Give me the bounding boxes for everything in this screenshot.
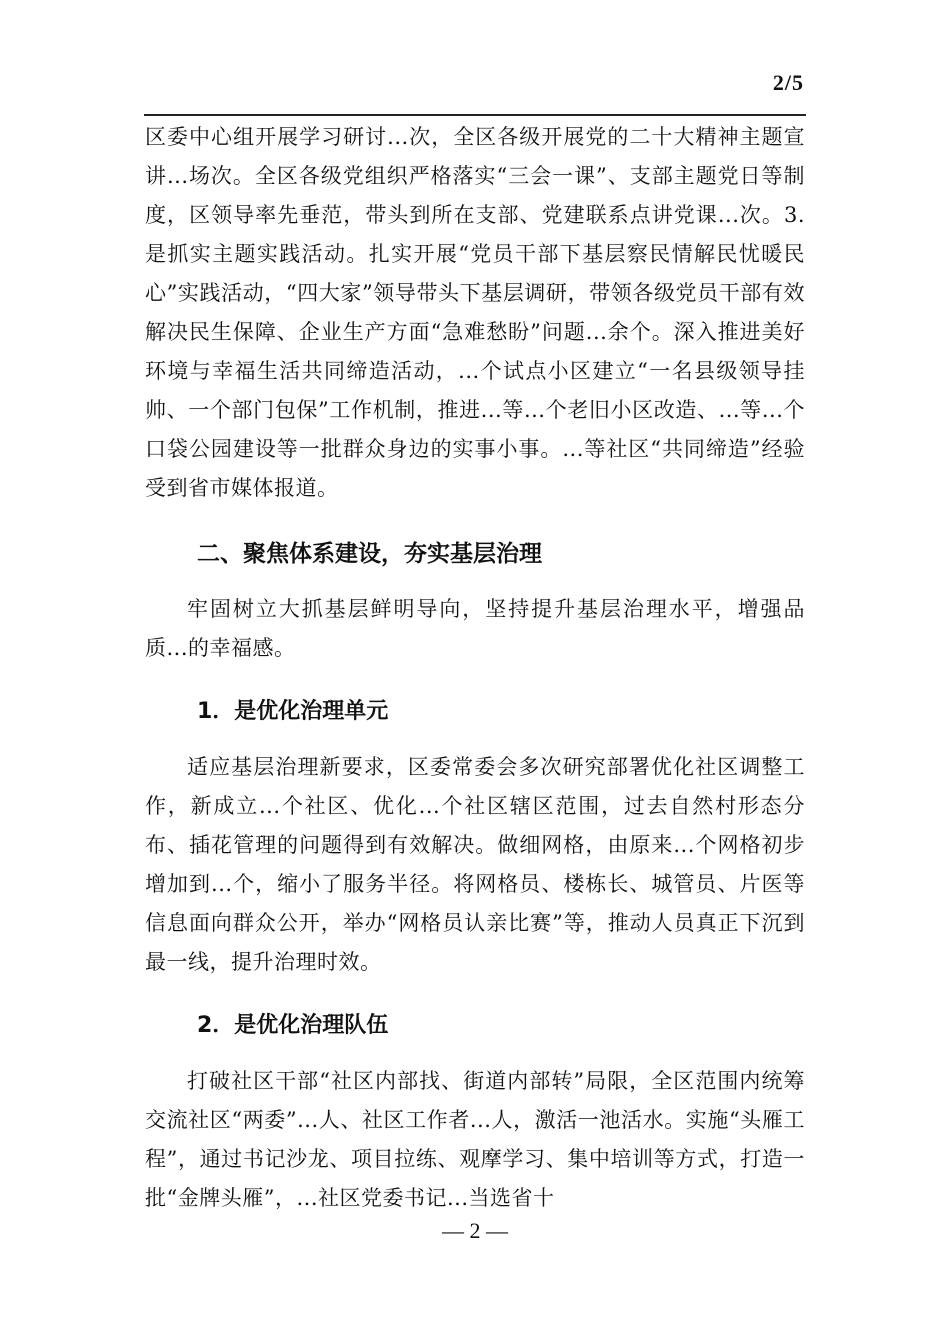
paragraph-governance-unit: 适应基层治理新要求，区委常委会多次研究部署优化社区调整工作，新成立...个社区、优化...个社区辖区范围，过去自然村形态分布、插花管理的问题得到有效解决。做细网格，由原来...个网格初步增加到...个，缩小了服务半径。将网格员、楼栋长、城管员、片医等信息面向群众公开，举办“网格员认亲比赛”等，推动人员真正下沉到最一线，提升治理时效。	[145, 755, 805, 974]
subsection-heading-1: 1．是优化治理单元	[197, 699, 389, 724]
subsection-heading-2: 2．是优化治理队伍	[197, 1013, 389, 1038]
page-count: 2/5	[772, 70, 804, 95]
paragraph-continued: 区委中心组开展学习研讨...次，全区各级开展党的二十大精神主题宣讲...场次。全区各级党组织严格落实“三会一课”、支部主题党日等制度，区领导率先垂范，带头到所在支部、党建联系点讲党课...次。3.是抓实主题实践活动。扎实开展“党员干部下基层察民情解民忧暖民心”实践活动，“四大家”领导带头下基层调研，带领各级党员干部有效解决民生保障、企业生产方面“急难愁盼”问题...余个。深入推进美好环境与幸福生活共同缔造活动，...个试点小区建立“一名县级领导挂帅、一个部门包保”工作机制，推进...等...个老旧小区改造、...等...个口袋公园建设等一批群众身边的实事小事。...等社区“共同缔造”经验受到省市媒体报道。	[145, 125, 805, 500]
paragraph-governance-team: 打破社区干部“社区内部找、街道内部转”局限，全区范围内统筹交流社区“两委”...人、社区工作者...人，激活一池活水。实施“头雁工程”，通过书记沙龙、项目拉练、观摩学习、集中培训等方式，打造一批“金牌头雁”，...社区党委书记...当选省十	[145, 1069, 805, 1210]
page-number: — 2 —	[442, 1218, 508, 1243]
section-heading: 二、聚焦体系建设，夯实基层治理	[197, 541, 542, 567]
header-rule	[144, 114, 806, 116]
document-body	[145, 118, 805, 1218]
paragraph-intro: 牢固树立大抓基层鲜明导向，坚持提升基层治理水平，增强品质...的幸福感。	[145, 597, 805, 660]
